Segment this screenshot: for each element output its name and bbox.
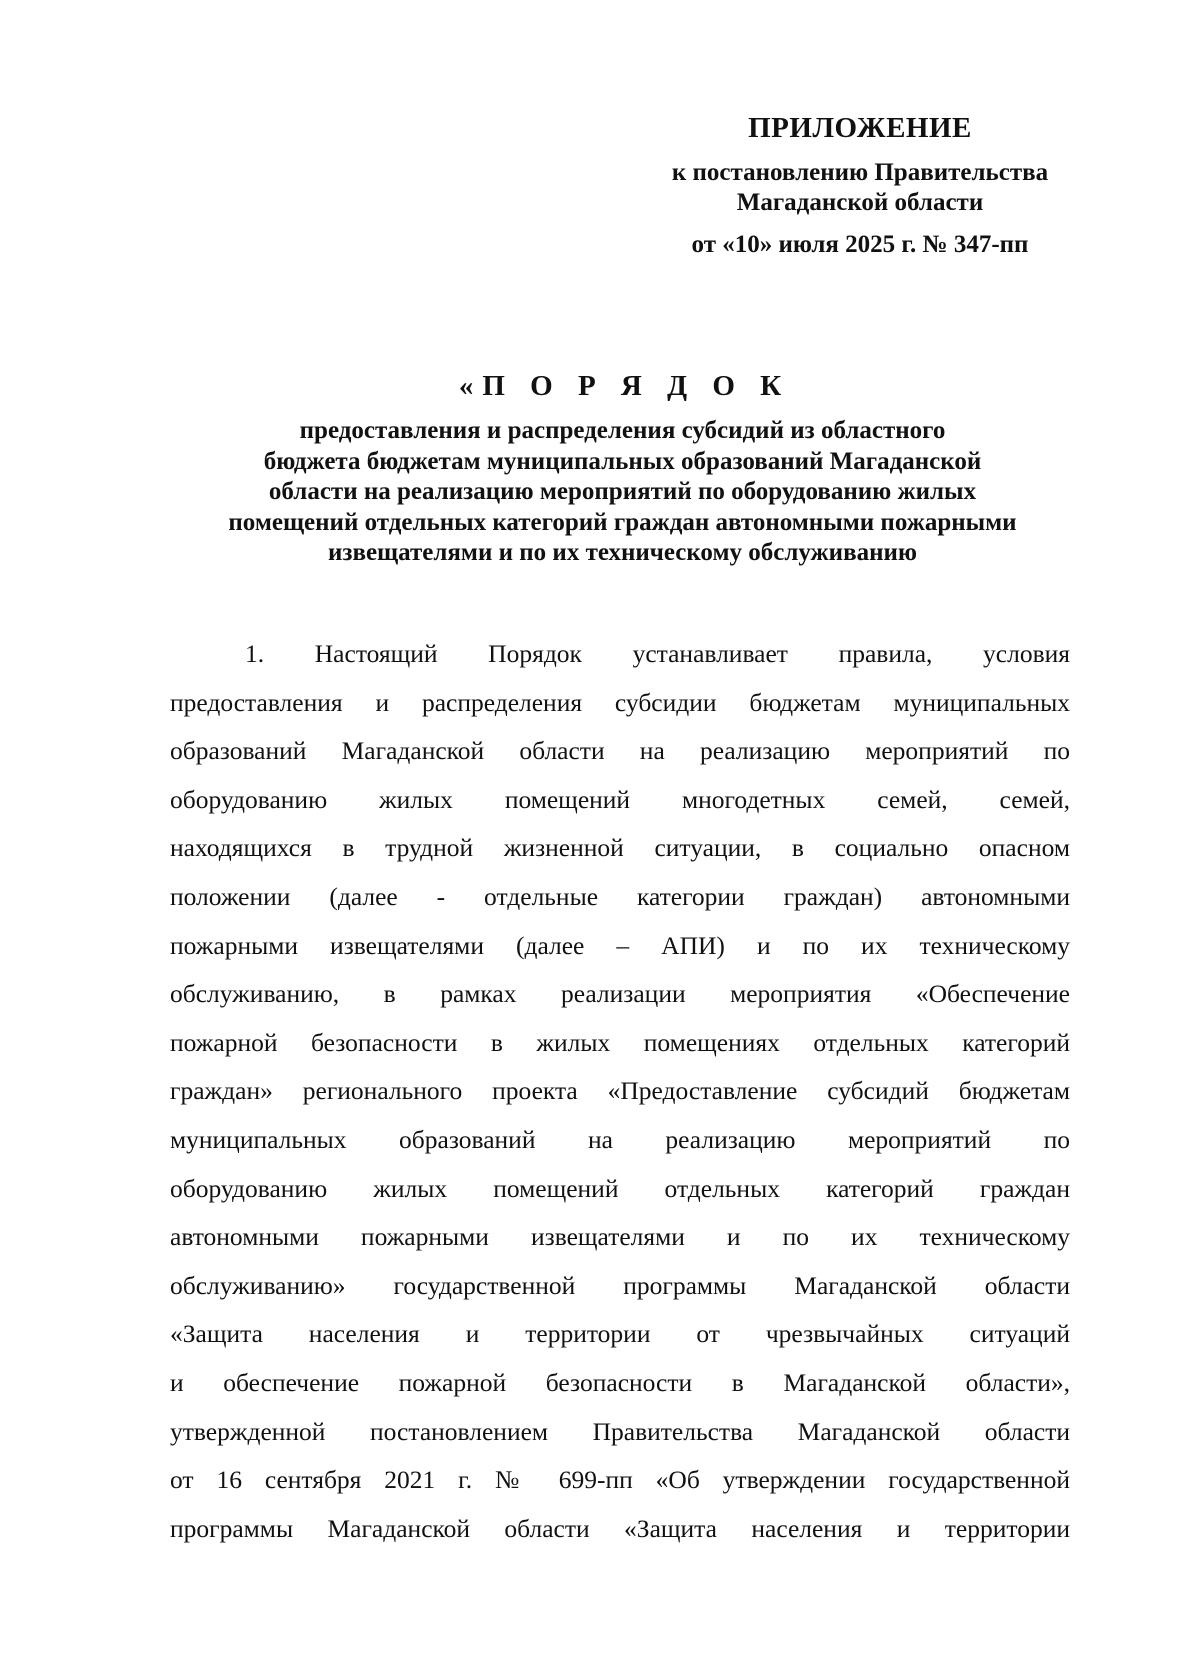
body-line: граждан» регионального проекта «Предоставление субсидий бюджетам — [170, 1076, 1070, 1106]
body-line: автономными пожарными извещателями и по их техническому — [170, 1222, 1070, 1252]
document-title: «П О Р Я Д О К — [458, 370, 791, 402]
document-heading — [150, 366, 1095, 569]
body-line: образований Магаданской области на реализацию мероприятий по — [170, 736, 1070, 766]
body-line: утвержденной постановлением Правительства Магаданской области — [170, 1416, 1070, 1446]
body-line: обслуживанию» государственной программы Магаданской области — [170, 1270, 1070, 1300]
document-subtitle — [150, 416, 1095, 569]
appendix-title: ПРИЛОЖЕНИЕ — [748, 112, 972, 144]
body-line: обслуживанию, в рамках реализации мероприятия «Обеспечение — [170, 979, 1070, 1009]
body-line: предоставления и распределения субсидии бюджетам муниципальных — [170, 687, 1070, 717]
body-line: «Защита населения и территории от чрезвычайных ситуаций — [170, 1319, 1070, 1349]
subtitle-line: области на реализацию мероприятий по оборудованию жилых — [268, 478, 977, 505]
subtitle-line: предоставления и распределения субсидий из областного — [299, 417, 946, 444]
appendix-resolution-line: к постановлению Правительства — [671, 159, 1049, 186]
body-line: оборудованию жилых помещений отдельных категорий граждан — [170, 1173, 1070, 1203]
body-paragraph — [170, 630, 1070, 1553]
body-line: программы Магаданской области «Защита населения и территории — [170, 1513, 1070, 1543]
body-line: находящихся в трудной жизненной ситуации, в социально опасном — [170, 833, 1070, 863]
appendix-date-line: от «10» июля 2025 г. № 347-пп — [691, 231, 1029, 258]
body-line: 1. Настоящий Порядок устанавливает правила, условия — [245, 639, 1070, 668]
subtitle-line: извещателями и по их техническому обслуживанию — [328, 539, 917, 566]
body-line: положении (далее - отдельные категории граждан) автономными — [170, 881, 1070, 911]
body-line: и обеспечение пожарной безопасности в Магаданской области», — [170, 1367, 1070, 1397]
body-line: пожарной безопасности в жилых помещениях отдельных категорий — [170, 1027, 1070, 1057]
body-line: пожарными извещателями (далее – АПИ) и по их техническому — [170, 930, 1070, 960]
subtitle-line: помещений отдельных категорий граждан автономными пожарными — [228, 508, 1017, 536]
subtitle-line: бюджета бюджетам муниципальных образований Магаданской — [263, 447, 982, 475]
body-line: от 16 сентября 2021 г. № 699-пп «Об утверждении государственной — [170, 1465, 1070, 1495]
appendix-block — [600, 108, 1120, 260]
body-line: муниципальных образований на реализацию мероприятий по — [170, 1124, 1070, 1154]
appendix-region-line: Магаданской области — [736, 189, 984, 216]
body-line: оборудованию жилых помещений многодетных семей, семей, — [170, 784, 1070, 814]
